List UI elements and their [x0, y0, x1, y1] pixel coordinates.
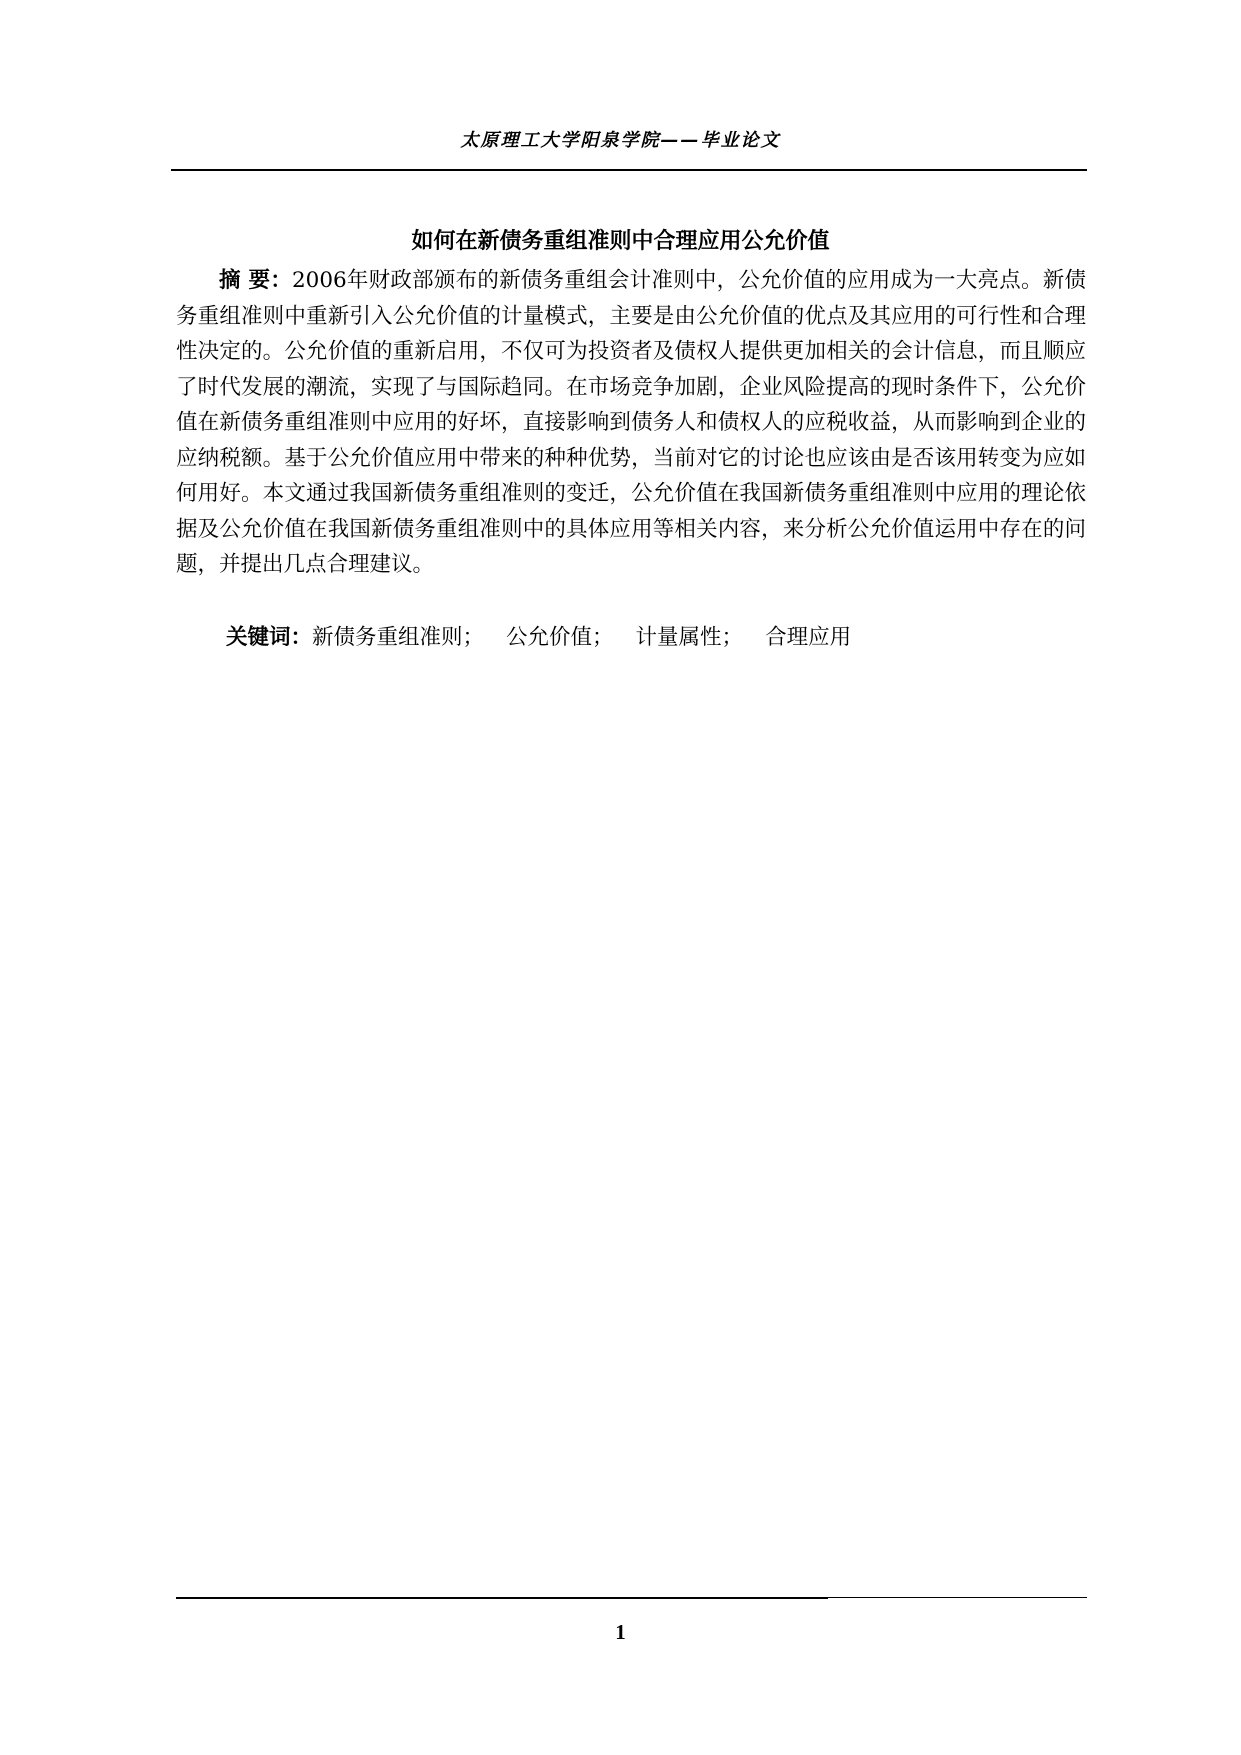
keywords-line [226, 620, 1086, 656]
footer-rule-thin [828, 1597, 1087, 1598]
page-number: 1 [615, 1620, 626, 1644]
abstract-label: 摘 要： [219, 268, 292, 293]
abstract-paragraph [176, 263, 1086, 583]
running-header: 太原理工大学阳泉学院——毕业论文 [460, 130, 781, 151]
document-title: 如何在新债务重组准则中合理应用公允价值 [411, 229, 830, 254]
keywords-label: 关键词： [226, 625, 313, 650]
header-rule [171, 169, 1087, 171]
footer-rule [176, 1597, 828, 1599]
keyword-item: 合理应用 [765, 625, 852, 650]
keyword-item: 公允价值； [506, 625, 614, 650]
keyword-item: 计量属性； [635, 625, 744, 650]
keyword-item: 新债务重组准则； [312, 625, 485, 650]
abstract-text: 2006年财政部颁布的新债务重组会计准则中，公允价值的应用成为一大亮点。新债务重组准则中重新引入公允价值的计量模式，主要是由公允价值的优点及其应用的可行性和合理性决定的。公允价值的重新启用，不仅可为投资者及债权人提供更加相关的会计信息，而且顺应了时代发展的潮流，实现了与国际趋同。在市场竞争加剧，企业风险提高的现时条件下，公允价值在新债务重组准则中应用的好坏，直接影响到债务人和债权人的应税收益，从而影响到企业的应纳税额。基于公允价值应用中带来的种种优势，当前对它的讨论也应该由是否该用转变为应如何用好。本文通过我国新债务重组准则的变迁，公允价值在我国新债务重组准则中应用的理论依据及公允价值在我国新债务重组准则中的具体应用等相关内容，来分析公允价值运用中存在的问题，并提出几点合理建议。 [176, 268, 1086, 577]
